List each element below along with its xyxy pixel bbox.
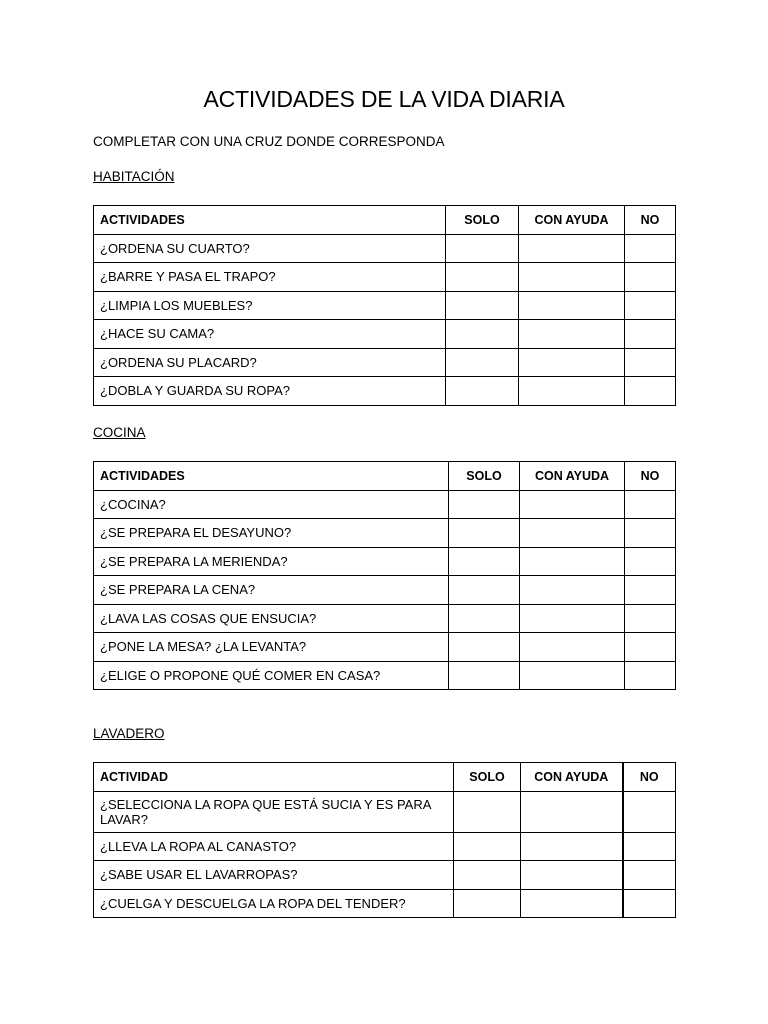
activity-question: ¿ELIGE O PROPONE QUÉ COMER EN CASA? xyxy=(94,661,449,690)
table-row xyxy=(94,889,676,918)
checkbox-cell-no[interactable] xyxy=(625,263,676,292)
checkbox-cell-no[interactable] xyxy=(625,547,676,576)
checkbox-cell-no[interactable] xyxy=(623,889,676,918)
header-con-ayuda: CON AYUDA xyxy=(519,206,625,235)
header-con-ayuda: CON AYUDA xyxy=(521,763,623,792)
checkbox-cell-no[interactable] xyxy=(623,791,676,832)
checkbox-cell-con-ayuda[interactable] xyxy=(520,633,625,662)
activity-question: ¿COCINA? xyxy=(94,490,449,519)
checkbox-cell-solo[interactable] xyxy=(446,263,519,292)
checkbox-cell-solo[interactable] xyxy=(449,633,520,662)
activity-question: ¿CUELGA Y DESCUELGA LA ROPA DEL TENDER? xyxy=(94,889,454,918)
checkbox-cell-con-ayuda[interactable] xyxy=(519,291,625,320)
checkbox-cell-no[interactable] xyxy=(625,519,676,548)
table-row xyxy=(94,604,676,633)
checkbox-cell-con-ayuda[interactable] xyxy=(521,791,623,832)
page-title: ACTIVIDADES DE LA VIDA DIARIA xyxy=(203,86,565,112)
table-row xyxy=(94,633,676,662)
header-no: NO xyxy=(625,206,676,235)
header-activity: ACTIVIDAD xyxy=(94,763,454,792)
checkbox-cell-con-ayuda[interactable] xyxy=(521,889,623,918)
activity-question: ¿SE PREPARA LA CENA? xyxy=(94,576,449,605)
table-row xyxy=(94,348,676,377)
table-header-row xyxy=(94,206,676,235)
header-no: NO xyxy=(625,462,676,491)
table-row xyxy=(94,320,676,349)
table-row xyxy=(94,291,676,320)
table-row xyxy=(94,791,676,832)
checkbox-cell-solo[interactable] xyxy=(449,661,520,690)
table-row xyxy=(94,377,676,406)
checkbox-cell-con-ayuda[interactable] xyxy=(520,604,625,633)
section-label-habitacion: HABITACIÓN xyxy=(93,169,175,184)
activity-question: ¿ORDENA SU PLACARD? xyxy=(94,348,446,377)
checkbox-cell-con-ayuda[interactable] xyxy=(521,861,623,890)
table-row xyxy=(94,519,676,548)
checkbox-cell-no[interactable] xyxy=(623,832,676,861)
header-activities: ACTIVIDADES xyxy=(94,462,449,491)
table-row xyxy=(94,263,676,292)
checkbox-cell-solo[interactable] xyxy=(449,604,520,633)
checkbox-cell-solo[interactable] xyxy=(446,320,519,349)
activity-question: ¿SABE USAR EL LAVARROPAS? xyxy=(94,861,454,890)
activity-question: ¿ORDENA SU CUARTO? xyxy=(94,234,446,263)
checkbox-cell-con-ayuda[interactable] xyxy=(520,547,625,576)
table-row xyxy=(94,490,676,519)
checkbox-cell-solo[interactable] xyxy=(454,861,521,890)
header-con-ayuda: CON AYUDA xyxy=(520,462,625,491)
table-cocina xyxy=(93,461,676,690)
activity-question: ¿HACE SU CAMA? xyxy=(94,320,446,349)
checkbox-cell-no[interactable] xyxy=(625,320,676,349)
checkbox-cell-solo[interactable] xyxy=(449,519,520,548)
activity-question: ¿DOBLA Y GUARDA SU ROPA? xyxy=(94,377,446,406)
table-header-row xyxy=(94,763,676,792)
header-activities: ACTIVIDADES xyxy=(94,206,446,235)
header-solo: SOLO xyxy=(454,763,521,792)
checkbox-cell-con-ayuda[interactable] xyxy=(521,832,623,861)
checkbox-cell-solo[interactable] xyxy=(446,348,519,377)
table-row xyxy=(94,861,676,890)
checkbox-cell-solo[interactable] xyxy=(446,234,519,263)
checkbox-cell-con-ayuda[interactable] xyxy=(520,576,625,605)
table-row xyxy=(94,234,676,263)
checkbox-cell-no[interactable] xyxy=(625,348,676,377)
header-no: NO xyxy=(623,763,676,792)
checkbox-cell-no[interactable] xyxy=(625,234,676,263)
checkbox-cell-no[interactable] xyxy=(625,604,676,633)
activity-question: ¿LLEVA LA ROPA AL CANASTO? xyxy=(94,832,454,861)
checkbox-cell-solo[interactable] xyxy=(454,889,521,918)
instructions-text: COMPLETAR CON UNA CRUZ DONDE CORRESPONDA xyxy=(93,134,445,149)
checkbox-cell-solo[interactable] xyxy=(446,291,519,320)
checkbox-cell-solo[interactable] xyxy=(449,547,520,576)
checkbox-cell-con-ayuda[interactable] xyxy=(519,263,625,292)
activity-question: ¿BARRE Y PASA EL TRAPO? xyxy=(94,263,446,292)
checkbox-cell-no[interactable] xyxy=(625,633,676,662)
section-label-cocina: COCINA xyxy=(93,425,146,440)
activity-question: ¿LAVA LAS COSAS QUE ENSUCIA? xyxy=(94,604,449,633)
checkbox-cell-con-ayuda[interactable] xyxy=(520,519,625,548)
checkbox-cell-no[interactable] xyxy=(625,490,676,519)
activity-question: ¿LIMPIA LOS MUEBLES? xyxy=(94,291,446,320)
table-header-row xyxy=(94,462,676,491)
section-label-lavadero: LAVADERO xyxy=(93,726,165,741)
checkbox-cell-no[interactable] xyxy=(625,661,676,690)
activity-question: ¿PONE LA MESA? ¿LA LEVANTA? xyxy=(94,633,449,662)
checkbox-cell-solo[interactable] xyxy=(454,832,521,861)
header-solo: SOLO xyxy=(449,462,520,491)
checkbox-cell-con-ayuda[interactable] xyxy=(519,377,625,406)
checkbox-cell-solo[interactable] xyxy=(449,490,520,519)
header-solo: SOLO xyxy=(446,206,519,235)
checkbox-cell-no[interactable] xyxy=(625,291,676,320)
checkbox-cell-no[interactable] xyxy=(625,576,676,605)
checkbox-cell-solo[interactable] xyxy=(449,576,520,605)
checkbox-cell-solo[interactable] xyxy=(454,791,521,832)
activity-question: ¿SE PREPARA EL DESAYUNO? xyxy=(94,519,449,548)
table-row xyxy=(94,661,676,690)
checkbox-cell-solo[interactable] xyxy=(446,377,519,406)
table-row xyxy=(94,547,676,576)
activity-question: ¿SELECCIONA LA ROPA QUE ESTÁ SUCIA Y ES PARA LAVAR? xyxy=(94,791,454,832)
activity-question: ¿SE PREPARA LA MERIENDA? xyxy=(94,547,449,576)
checkbox-cell-no[interactable] xyxy=(623,861,676,890)
checkbox-cell-con-ayuda[interactable] xyxy=(519,234,625,263)
checkbox-cell-con-ayuda[interactable] xyxy=(520,661,625,690)
table-habitacion xyxy=(93,205,676,406)
table-row xyxy=(94,832,676,861)
table-lavadero xyxy=(93,762,676,918)
checkbox-cell-con-ayuda[interactable] xyxy=(519,320,625,349)
checkbox-cell-con-ayuda[interactable] xyxy=(519,348,625,377)
checkbox-cell-no[interactable] xyxy=(625,377,676,406)
table-row xyxy=(94,576,676,605)
checkbox-cell-con-ayuda[interactable] xyxy=(520,490,625,519)
